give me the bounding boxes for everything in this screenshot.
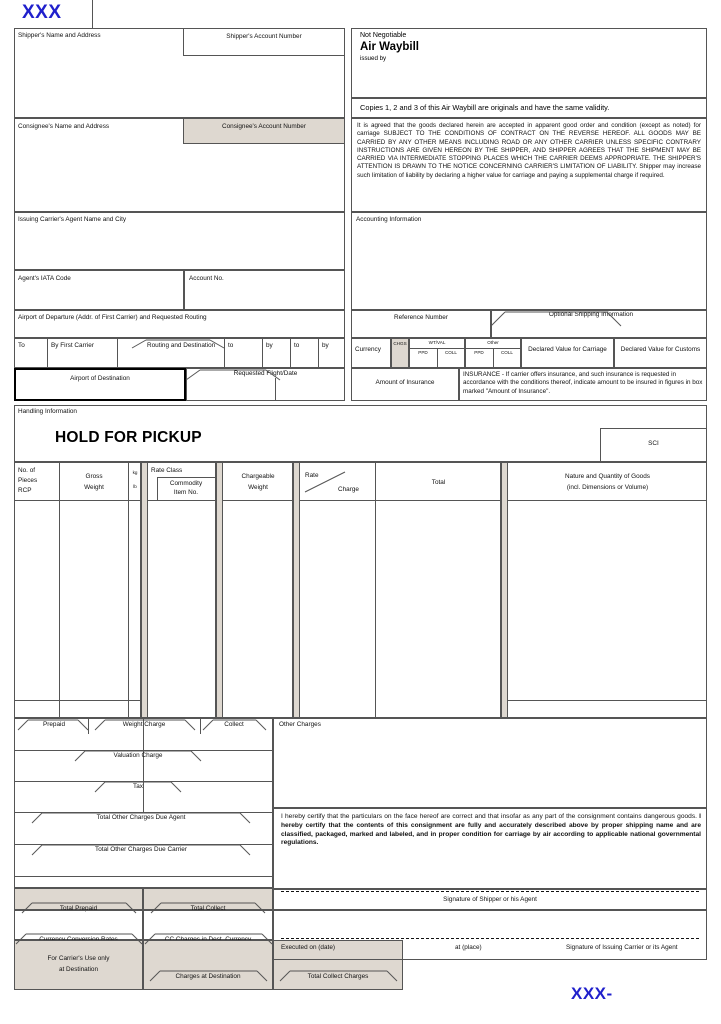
col-rate: Rate bbox=[305, 472, 319, 479]
declared-value-customs-field[interactable] bbox=[614, 338, 707, 368]
goods-subtotal-rule-right bbox=[508, 700, 707, 701]
shipper-name-address-label: Shipper's Name and Address bbox=[18, 32, 101, 39]
chgs-code-label: CHGS bbox=[393, 341, 407, 346]
charges-center-divider bbox=[143, 718, 144, 812]
col-nature-line2: (incl. Dimensions or Volume) bbox=[566, 484, 649, 491]
valuation-charge-label: Valuation Charge bbox=[113, 752, 163, 759]
col-chargeable-line2: Weight bbox=[248, 484, 268, 491]
consignee-name-address-label: Consignee's Name and Address bbox=[18, 123, 110, 130]
accounting-information-label: Accounting Information bbox=[356, 216, 422, 223]
other-charges-label: Other Charges bbox=[279, 721, 321, 728]
charges-rule-agent bbox=[14, 844, 273, 845]
accounting-information-field[interactable] bbox=[351, 212, 707, 310]
not-negotiable-label: Not Negotiable bbox=[360, 32, 407, 39]
airport-of-departure-label: Airport of Departure (Addr. of First Carrier) and Requested Routing bbox=[18, 314, 207, 321]
airport-of-destination-field[interactable] bbox=[14, 368, 186, 401]
by-2-label: by bbox=[266, 342, 273, 349]
goods-strip-unit bbox=[141, 462, 148, 718]
consignee-account-number-field[interactable] bbox=[183, 118, 345, 144]
col-unit-kg: kg bbox=[132, 470, 138, 475]
col-commodity: Commodity bbox=[169, 480, 203, 487]
col-chargeable-line1: Chargeable bbox=[241, 473, 275, 480]
conditions-plain-2: Shipper may increase such limitation of liability by declaring a higher value for carriage and paying a supplemental charge if required. bbox=[357, 163, 701, 179]
executed-box[interactable] bbox=[273, 910, 707, 960]
agent-iata-code-label: Agent's IATA Code bbox=[18, 275, 71, 282]
air-waybill-title: Air Waybill bbox=[360, 41, 419, 53]
other-charges-field[interactable] bbox=[273, 718, 707, 808]
prepaid-label: Prepaid bbox=[42, 721, 66, 728]
total-prepaid-label: Total Prepaid bbox=[59, 905, 98, 912]
charges-rule-tax bbox=[14, 812, 273, 813]
charges-rule-weight bbox=[14, 750, 273, 751]
optional-shipping-information-label: Optional Shipping Information bbox=[548, 311, 634, 318]
airport-of-destination-label: Airport of Destination bbox=[70, 375, 130, 382]
col-gross-line2: Weight bbox=[84, 484, 104, 491]
tax-label: Tax bbox=[133, 783, 143, 790]
charges-at-destination-cell[interactable] bbox=[143, 940, 273, 990]
total-collect-label: Total Collect bbox=[190, 905, 226, 912]
goods-col-rate-right bbox=[375, 462, 376, 718]
top-divider-line bbox=[92, 0, 93, 28]
weight-charge-label: Weight Charge bbox=[122, 721, 166, 728]
other-label: Other bbox=[487, 340, 499, 345]
routing-div-5 bbox=[290, 338, 291, 368]
total-other-charges-agent-label: Total Other Charges Due Agent bbox=[96, 814, 186, 821]
goods-table-header-rule bbox=[14, 500, 707, 501]
issued-by-label: issued by bbox=[360, 55, 387, 62]
routing-div-1 bbox=[47, 338, 48, 368]
routing-div-3 bbox=[224, 338, 225, 368]
goods-strip-chargeable bbox=[293, 462, 300, 718]
routing-div-6 bbox=[318, 338, 319, 368]
col-rate-class: Rate Class bbox=[151, 467, 183, 474]
signature-carrier-label: Signature of Issuing Carrier or its Agent bbox=[566, 944, 678, 951]
routing-and-destination-label: Routing and Destination bbox=[147, 342, 216, 349]
conditions-of-contract-text bbox=[357, 122, 701, 180]
reference-number-label: Reference Number bbox=[394, 314, 448, 321]
col-item-no: Item No. bbox=[173, 489, 199, 496]
top-left-mark: XXX bbox=[22, 2, 62, 23]
carrier-use-line2: at Destination bbox=[58, 966, 99, 973]
conditions-caps: SUBJECT TO THE CONDITIONS OF CONTRACT ON THE REVERSE HEREOF. ALL GOODS MAY BE CARRIED BY ANY OTHER MEANS INCLUDING ROAD OR ANY OTHER CARRIER UNLESS SPECIFIC CONTRARY INSTRUCTIONS ARE GIVEN HEREON BY THE SHIPPER, AND SHIPPER AGREES THAT THE SHIPMENT MAY BE CARRIED VIA INTERMEDIATE STOPPING PLACES WHICH THE CARRIER DEEMS APPROPRIATE. THE SHIPPER'S ATTENTION IS DRAWN TO THE NOTICE CONCERNING CARRIER'S LIMITATION OF LIABILITY. bbox=[357, 130, 702, 171]
by-3-label: by bbox=[322, 342, 329, 349]
charges-at-destination-label: Charges at Destination bbox=[175, 973, 241, 980]
by-first-carrier-label: By First Carrier bbox=[51, 342, 94, 349]
other-coll-label: COLL bbox=[500, 350, 513, 355]
col-no-of-pieces-line2: Pieces bbox=[18, 477, 38, 484]
routing-div-4 bbox=[262, 338, 263, 368]
to-3-label: to bbox=[294, 342, 300, 349]
other-ppd-label: PPD bbox=[474, 350, 484, 355]
copies-validity-text: Copies 1, 2 and 3 of this Air Waybill are originals and have the same validity. bbox=[360, 103, 610, 112]
wt-val-ppd-label: PPD bbox=[418, 350, 428, 355]
certification-bold: I hereby certify that the contents of this consignment are fully and accurately described above by proper shipping name and are classified, packaged, marked and labeled, and in proper condition for carriage by air according to applicable national governmental regulations. bbox=[281, 813, 701, 847]
goods-strip-rateclass bbox=[216, 462, 223, 718]
carrier-use-cell bbox=[14, 940, 143, 990]
amount-of-insurance-label: Amount of Insurance bbox=[375, 379, 435, 386]
certification-text bbox=[281, 813, 701, 848]
collect-label: Collect bbox=[224, 721, 244, 728]
total-collect-charges-label: Total Collect Charges bbox=[307, 973, 369, 980]
col-unit-lb: lb bbox=[133, 484, 137, 489]
signature-shipper-dashed-line bbox=[281, 891, 699, 892]
total-other-charges-carrier-label: Total Other Charges Due Carrier bbox=[95, 846, 187, 853]
account-no-label: Account No. bbox=[189, 275, 224, 282]
executed-dashed-line bbox=[281, 938, 699, 939]
certification-plain: I hereby certify that the particulars on the face hereof are correct and that insofar as any part of the consignment contains dangerous goods. bbox=[281, 813, 700, 820]
carrier-use-line1: For Carrier's Use only bbox=[47, 955, 110, 962]
col-total: Total bbox=[431, 479, 446, 486]
requested-flight-date-label: Requested Flight/Date bbox=[233, 370, 298, 377]
col-no-of-pieces-line3: RCP bbox=[18, 487, 32, 494]
routing-div-2 bbox=[117, 338, 118, 368]
bottom-right-mark: XXX- bbox=[571, 984, 613, 1003]
declared-value-customs-label: Declared Value for Customs bbox=[620, 346, 701, 353]
col-nature-line1: Nature and Quantity of Goods bbox=[565, 473, 650, 480]
wt-val-label: WT/VAL bbox=[428, 340, 446, 345]
executed-on-label: Executed on (date) bbox=[281, 944, 335, 951]
charges-rule-carrier bbox=[14, 876, 273, 877]
goods-col-pieces bbox=[59, 462, 60, 718]
conditions-plain-1: It is agreed that the goods declared herein are accepted in apparent good order and condition (except as noted) for carriage bbox=[357, 122, 701, 138]
signature-shipper-label: Signature of Shipper or his Agent bbox=[443, 896, 537, 903]
sci-label: SCI bbox=[648, 440, 659, 447]
col-charge: Charge bbox=[338, 486, 359, 493]
at-place-label: at (place) bbox=[455, 944, 482, 951]
to-2-label: to bbox=[228, 342, 234, 349]
handling-information-label: Handling Information bbox=[18, 408, 77, 415]
declared-value-carriage-label: Declared Value for Carriage bbox=[528, 346, 607, 353]
goods-subtotal-rule-left bbox=[14, 700, 141, 701]
currency-label: Currency bbox=[355, 346, 381, 353]
insurance-note-text: INSURANCE - If carrier offers insurance, and such insurance is requested in accordance with the conditions thereof, indicate amount to be insured in figures in box marked "Amount of Insurance". bbox=[463, 371, 703, 395]
to-label: To bbox=[18, 342, 25, 349]
declared-value-carriage-field[interactable] bbox=[521, 338, 614, 368]
col-gross-line1: Gross bbox=[85, 473, 103, 480]
flight-date-split bbox=[275, 378, 276, 401]
goods-strip-total bbox=[501, 462, 508, 718]
wt-val-coll-label: COLL bbox=[444, 350, 457, 355]
col-no-of-pieces-line1: No. of bbox=[18, 467, 36, 474]
issuing-carrier-agent-label: Issuing Carrier's Agent Name and City bbox=[18, 216, 127, 223]
charges-rule-valuation bbox=[14, 781, 273, 782]
handling-instruction-text: HOLD FOR PICKUP bbox=[55, 429, 202, 446]
consignee-account-number-label: Consignee's Account Number bbox=[222, 123, 306, 130]
shipper-account-number-label: Shipper's Account Number bbox=[226, 33, 302, 40]
goods-col-gross-weight bbox=[128, 462, 129, 718]
